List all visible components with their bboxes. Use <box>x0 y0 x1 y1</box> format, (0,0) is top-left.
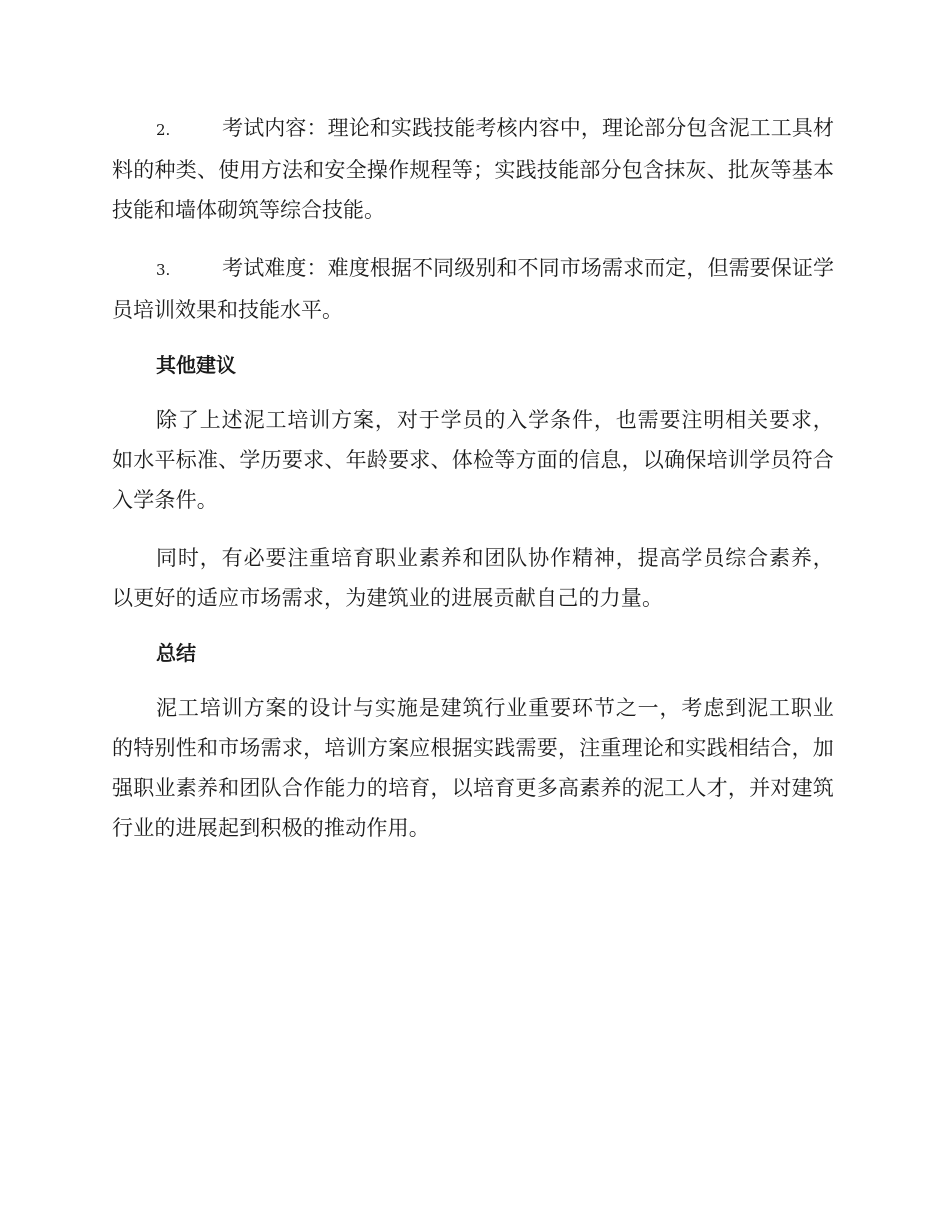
paragraph: 泥工培训方案的设计与实施是建筑行业重要环节之一，考虑到泥工职业的特别性和市场需求，培训方案应根据实践需要，注重理论和实践相结合，加强职业素养和团队合作能力的培育，以培育更多高素养的泥工人才，并对建筑行业的进展起到积极的推动作用。 <box>112 696 834 840</box>
list-item-text: 考试难度：难度根据不同级别和不同市场需求而定，但需要保证学员培训效果和技能水平。 <box>112 256 834 322</box>
spacer <box>112 520 834 538</box>
section-heading-other: 其他建议 <box>156 353 236 377</box>
list-number: 3. <box>156 261 171 279</box>
spacer <box>112 385 834 400</box>
spacer <box>112 330 834 345</box>
spacer <box>112 230 834 248</box>
paragraph: 除了上述泥工培训方案，对于学员的入学条件，也需要注明相关要求，如水平标准、学历要求、年龄要求、体检等方面的信息，以确保培训学员符合入学条件。 <box>112 408 834 512</box>
list-number: 2. <box>156 121 171 139</box>
spacer <box>112 673 834 688</box>
spacer <box>112 618 834 633</box>
document-body <box>112 108 834 848</box>
list-item-exam-difficulty <box>112 248 834 330</box>
section-heading-summary: 总结 <box>156 641 196 665</box>
list-item-exam-content <box>112 108 834 230</box>
list-item-text: 考试内容：理论和实践技能考核内容中，理论部分包含泥工工具材料的种类、使用方法和安全操作规程等；实践技能部分包含抹灰、批灰等基本技能和墙体砌筑等综合技能。 <box>112 116 834 222</box>
paragraph: 同时，有必要注重培育职业素养和团队协作精神，提高学员综合素养，以更好的适应市场需求，为建筑业的进展贡献自己的力量。 <box>112 546 834 610</box>
